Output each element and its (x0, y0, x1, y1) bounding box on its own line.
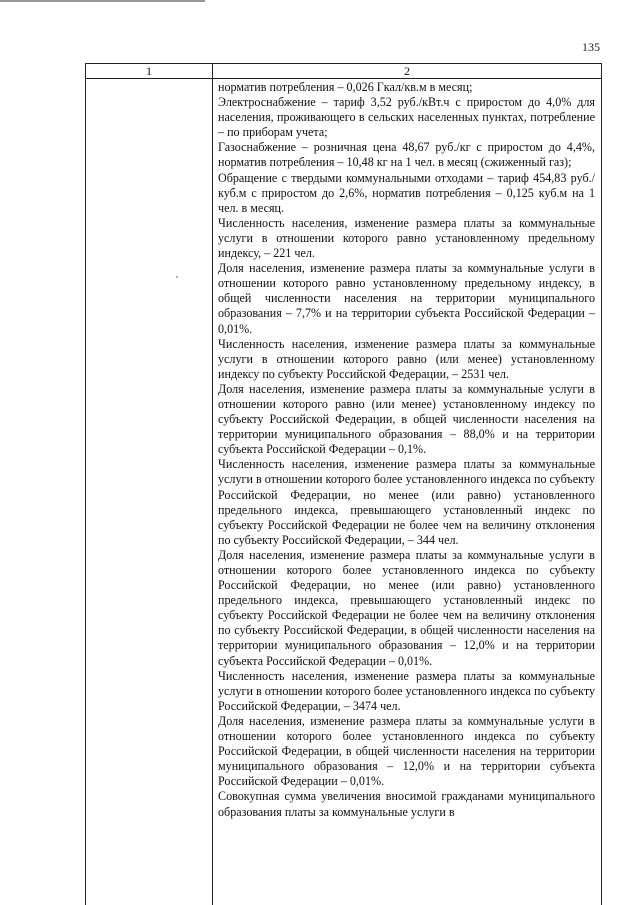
paragraph: Совокупная сумма увеличения вносимой гражданами муниципального образования платы за коммунальные услуги в (218, 789, 595, 819)
document-table (85, 63, 602, 905)
paragraph: Численность населения, изменение размера платы за коммунальные услуги в отношении которого равно (или менее) установленному индексу по субъекту Российской Федерации, – 2531 чел. (218, 336, 595, 381)
paragraph: Электроснабжение – тариф 3,52 руб./кВт.ч с приростом до 4,0% для населения, проживающего в сельских населенных пунктах, потребление – по приборам учета; (218, 95, 595, 140)
page-number: 135 (582, 40, 600, 54)
paragraph: Доля населения, изменение размера платы за коммунальные услуги в отношении которого равно установленному предельному индексу, в общей численности населения на территории муниципального образования – 7,7% и на территории субъекта Российской Федерации – 0,01%. (218, 261, 595, 336)
table-cell-col-1 (86, 79, 213, 905)
paragraph: норматив потребления – 0,026 Гкал/кв.м в месяц; (218, 80, 473, 94)
table-cell-col-2 (213, 79, 601, 905)
paragraph: Доля населения, изменение размера платы за коммунальные услуги в отношении которого равно (или менее) установленному индексу по субъекту Российской Федерации, в общей численности населения на территории муниципального образования – 88,0% и на территории субъекта Российской Федерации – 0,1%. (218, 381, 595, 457)
table-header-row (86, 64, 601, 79)
paragraph: Численность населения, изменение размера платы за коммунальные услуги в отношении которого равно установленному предельному индексу, – 221 чел. (218, 215, 595, 261)
paragraph: Доля населения, изменение размера платы за коммунальные услуги в отношении которого более установленного индекса по субъекту Российской Федерации, в общей численности населения на территории муниципального образования – 12,0% и на территории субъекта Российской Федерации – 0,01%. (218, 713, 595, 789)
paragraph: Численность населения, изменение размера платы за коммунальные услуги в отношении которого более установленного индекса по субъекту Российской Федерации, но менее (или равно) установленного предельного индекса, превышающего установленный индекс по субъекту Российской Федерации не более чем на величину отклонения по субъекту Российской Федерации, – 344 чел. (218, 457, 595, 547)
table-body-row (86, 79, 601, 905)
table-header-col-2: 2 (404, 64, 410, 78)
paragraph: Обращение с твердыми коммунальными отходами – тариф 454,83 руб./куб.м с приростом до 2,6%, норматив потребления – 0,125 куб.м на 1 чел. в месяц. (218, 170, 595, 215)
scan-artifact-line (0, 0, 205, 2)
paragraph: Газоснабжение – розничная цена 48,67 руб./кг с приростом до 4,4%, норматив потребления – 10,48 кг на 1 чел. в месяц (сжиженный газ); (218, 140, 595, 170)
table-header-col-1: 1 (86, 64, 213, 78)
paragraph: Доля населения, изменение размера платы за коммунальные услуги в отношении которого более установленного индекса по субъекту Российской Федерации, но менее (или равно) установленного предельного индекса, превышающего установленный индекс по субъекту Российской Федерации не более чем на величину отклонения по субъекту Российской Федерации, в общей численности населения на территории муниципального образования – 12,0% и на территории субъекта Российской Федерации – 0,01%. (218, 547, 595, 668)
paragraph: Численность населения, изменение размера платы за коммунальные услуги в отношении которого более установленного индекса по субъекту Российской Федерации, – 3474 чел. (218, 668, 595, 713)
